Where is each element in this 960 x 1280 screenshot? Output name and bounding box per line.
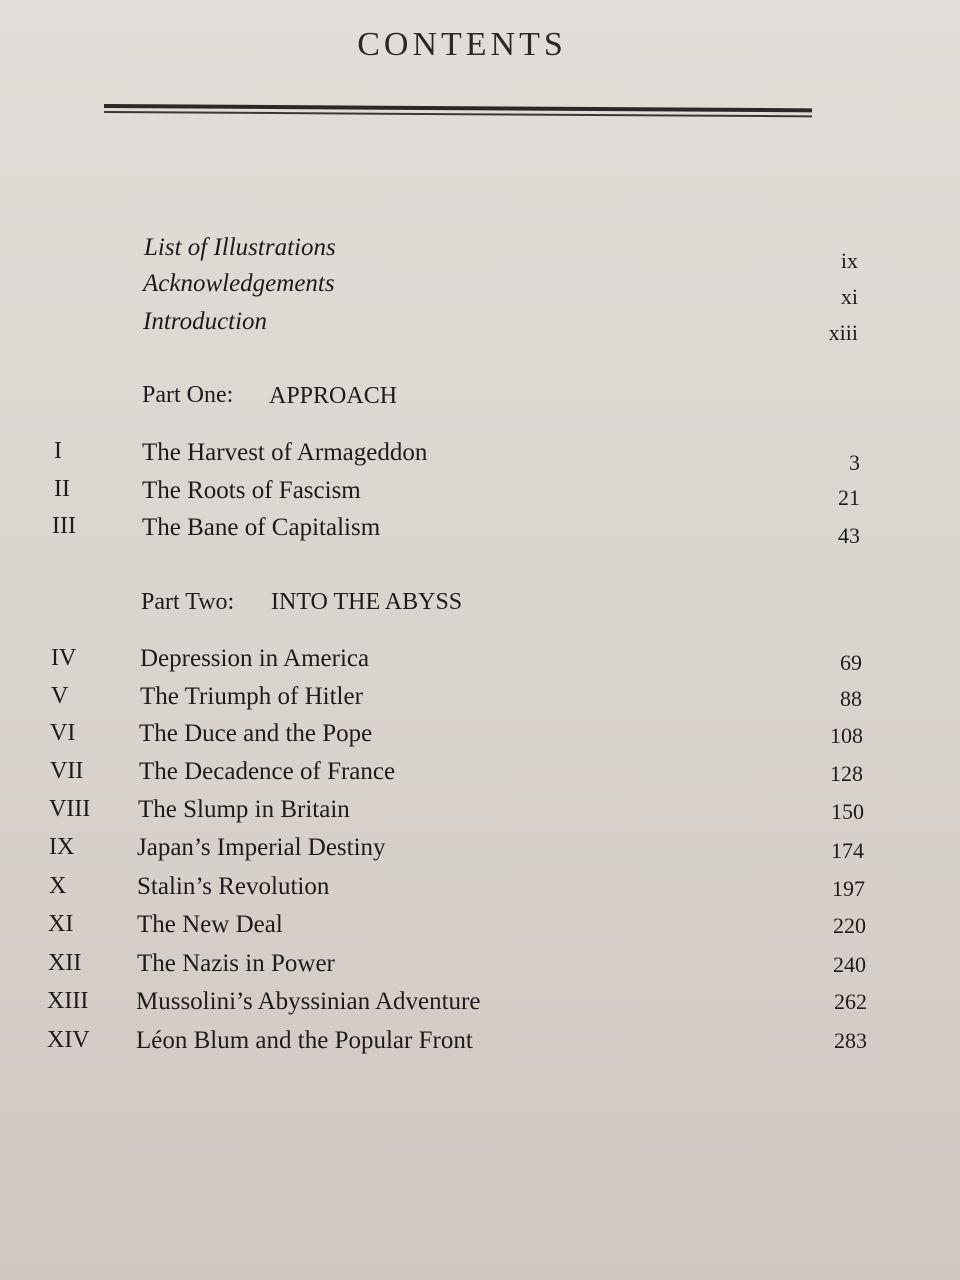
chapter-title: The Nazis in Power <box>137 950 335 977</box>
chapter-number: XI <box>48 911 74 937</box>
chapter-page: 21 <box>838 485 860 510</box>
chapter-page: 88 <box>840 686 862 711</box>
chapter-title: The Duce and the Pope <box>139 720 373 747</box>
chapter-title: The Harvest of Armageddon <box>142 439 428 466</box>
chapter-title: Léon Blum and the Popular Front <box>136 1027 473 1054</box>
chapter-page: 3 <box>849 450 860 475</box>
chapter-page: 108 <box>830 723 863 748</box>
chapter-title: Mussolini’s Abyssinian Adventure <box>136 988 481 1015</box>
chapter-page: 150 <box>831 799 864 824</box>
rule-thin-line <box>104 111 812 117</box>
contents-heading: CONTENTS <box>357 26 567 63</box>
chapter-number: VIII <box>49 796 91 822</box>
part-label: Part One: <box>142 382 234 408</box>
chapter-number: IX <box>49 834 75 860</box>
chapter-title: Japan’s Imperial Destiny <box>137 834 386 861</box>
front-matter-title: List of Illustrations <box>144 234 336 261</box>
chapter-title: Depression in America <box>140 645 370 672</box>
front-matter-page: ix <box>840 248 858 273</box>
chapter-number: VII <box>50 758 84 784</box>
chapter-page: 69 <box>840 650 862 675</box>
chapter-title: The Roots of Fascism <box>142 477 361 504</box>
chapter-number: XIV <box>47 1027 90 1053</box>
chapter-number: I <box>54 438 62 464</box>
chapter-page: 262 <box>834 989 867 1014</box>
part-name: INTO THE ABYSS <box>271 589 463 615</box>
chapter-title: The Slump in Britain <box>138 796 350 823</box>
chapter-page: 128 <box>830 761 863 786</box>
chapter-page: 174 <box>831 838 864 863</box>
chapter-number: IV <box>51 645 77 671</box>
front-matter-page: xi <box>840 284 858 309</box>
chapter-number: V <box>51 683 69 709</box>
chapter-page: 43 <box>838 523 860 548</box>
front-matter-page: xiii <box>828 320 858 345</box>
chapter-number: VI <box>50 720 76 746</box>
chapter-page: 197 <box>832 876 865 901</box>
chapter-page: 220 <box>833 913 866 938</box>
front-matter-title: Acknowledgements <box>143 270 335 297</box>
part-name: APPROACH <box>269 383 398 409</box>
chapter-title: The Bane of Capitalism <box>142 514 381 541</box>
chapter-page: 283 <box>834 1028 867 1053</box>
double-rule-divider <box>104 104 812 118</box>
chapter-title: The Triumph of Hitler <box>140 683 363 710</box>
chapter-title: The New Deal <box>137 911 283 938</box>
chapter-number: III <box>52 513 76 539</box>
front-matter-title: Introduction <box>143 308 268 335</box>
chapter-number: II <box>54 476 70 502</box>
chapter-page: 240 <box>833 952 866 977</box>
chapter-title: The Decadence of France <box>139 758 396 785</box>
chapter-number: XII <box>48 950 82 976</box>
chapter-title: Stalin’s Revolution <box>137 873 330 900</box>
chapter-number: X <box>49 873 67 899</box>
part-label: Part Two: <box>141 589 235 615</box>
chapter-number: XIII <box>47 988 89 1014</box>
